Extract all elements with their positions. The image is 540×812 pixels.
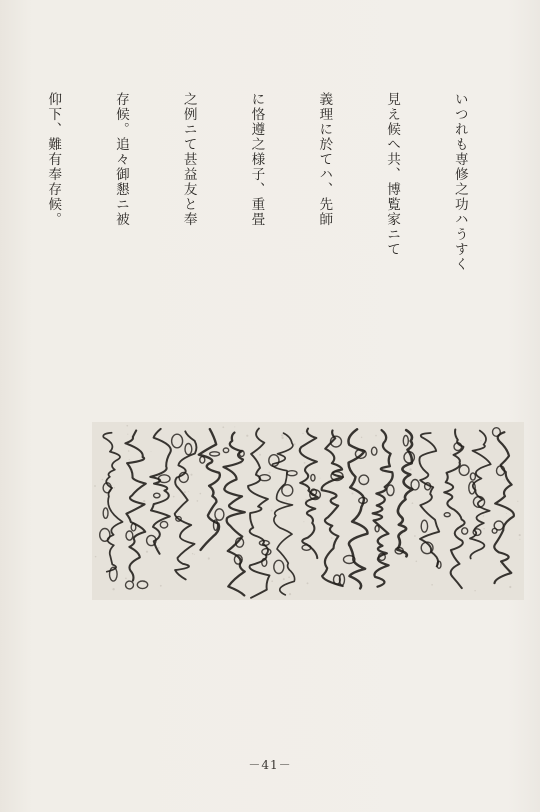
text-column: 仰下、難有奉存候。 [45, 92, 62, 227]
text-column: 義理に於てハ、先師 [316, 92, 333, 227]
text-column: に恪遵之様子、重畳 [248, 92, 265, 227]
text-column: 見え候へ共、博覧家ニて [384, 92, 401, 257]
text-column: いつれも専修之功ハうすく [451, 92, 468, 272]
page-number: －41－ [248, 758, 292, 772]
vertical-transcription [45, 92, 516, 408]
manuscript-facsimile [92, 422, 524, 600]
text-column: 之例ニて甚益友と奉 [180, 92, 197, 227]
text-column: 存候。追々御懇ニ被 [112, 92, 129, 227]
handwriting-image [92, 422, 524, 600]
